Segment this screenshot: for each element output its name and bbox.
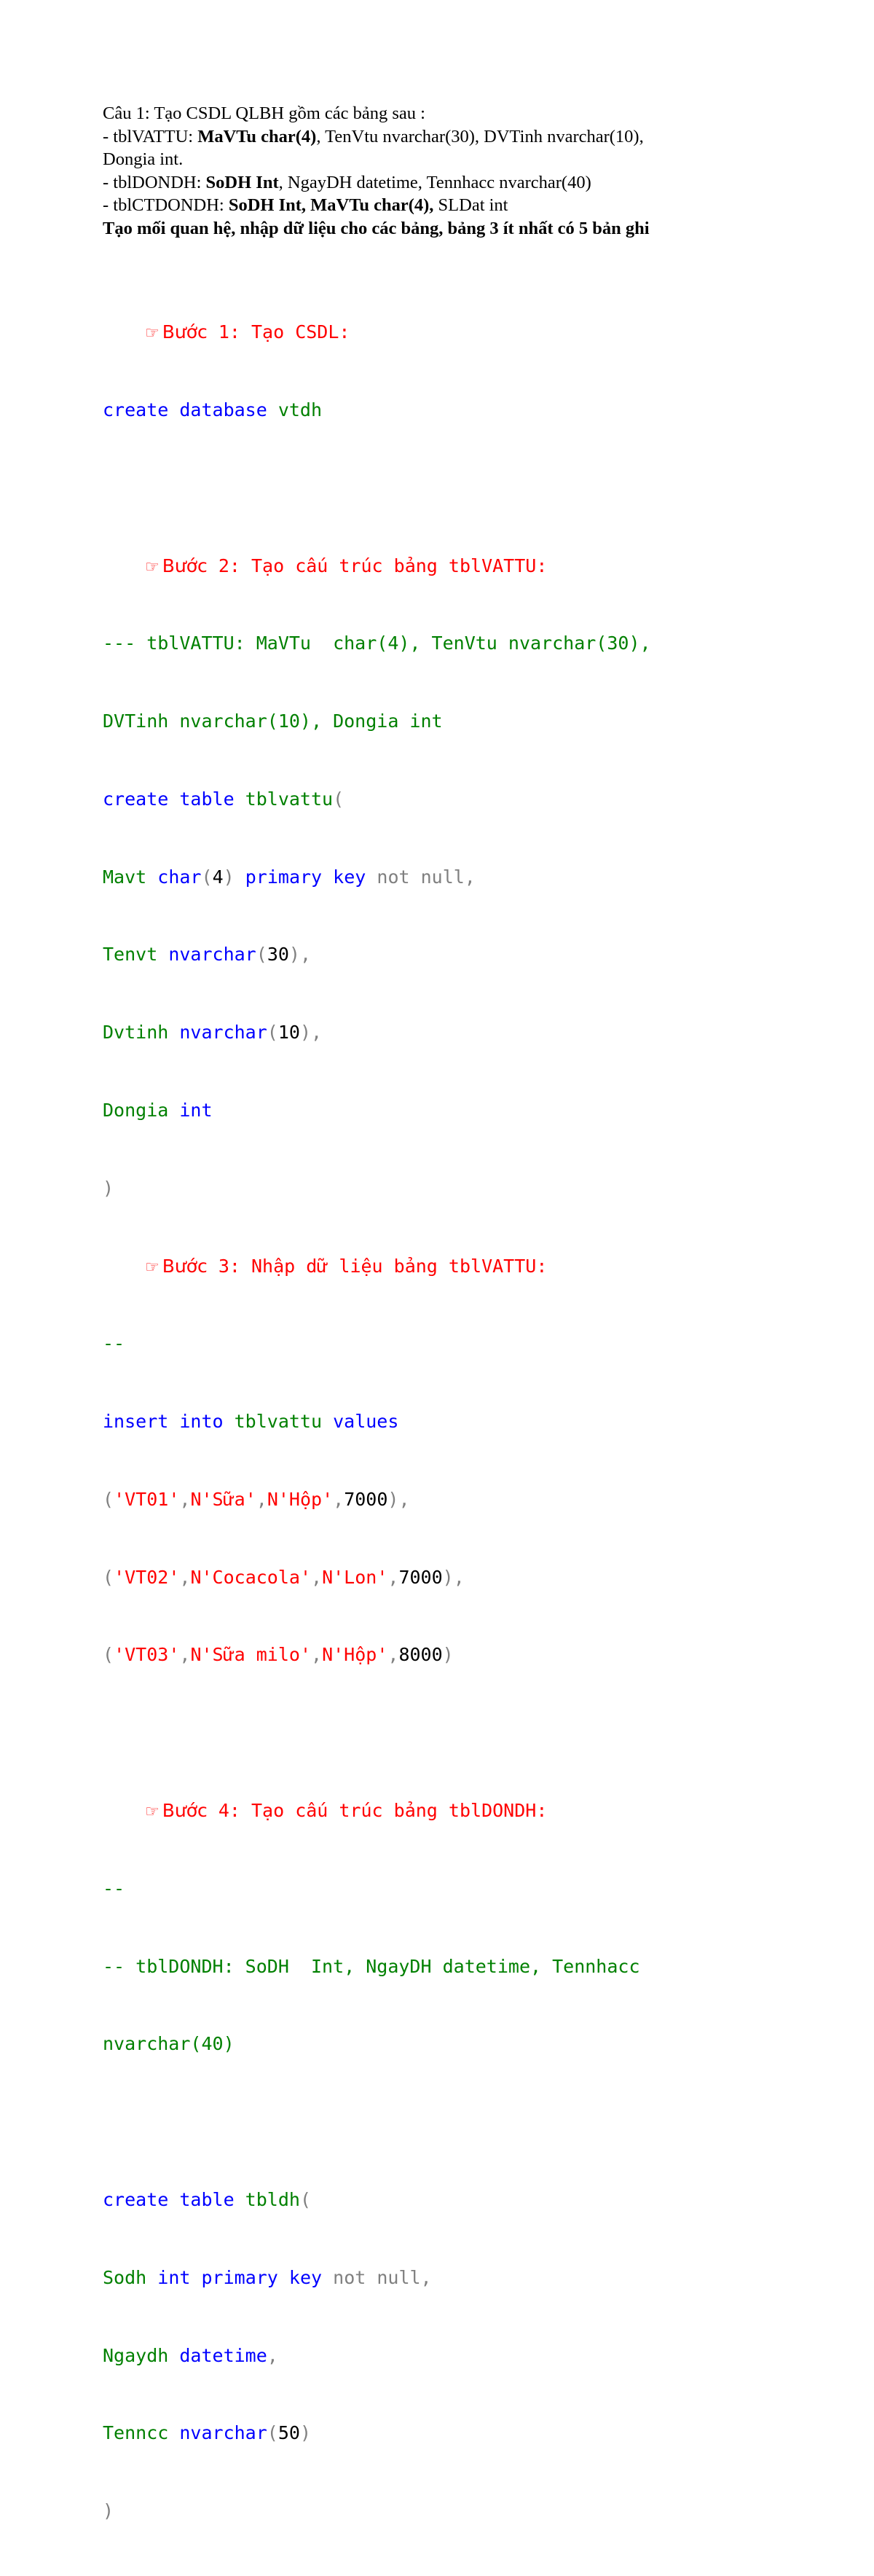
hand-pointing-icon: ☞ [145, 324, 160, 343]
code-comment: -- [103, 1333, 125, 1355]
step-1-heading: ☞ Bước 1: Tạo CSDL: [103, 319, 831, 345]
code-line: ) [103, 1177, 114, 1199]
step-4-heading: ☞ Bước 4: Tạo cấu trúc bảng tblDONDH: [103, 1798, 831, 1824]
insert-row: ('VT03',N'Sữa milo',N'Hộp',8000) [103, 1644, 454, 1666]
code-line: Ngaydh datetime, [103, 2344, 278, 2366]
code-line: Dongia int [103, 1100, 213, 1121]
blank-line [103, 475, 831, 501]
table-spec-vattu-cont: Dongia int. [103, 149, 184, 169]
code-line: create table tbldh( [103, 2188, 311, 2210]
table-spec-ctdondh: - tblCTDONDH: SoDH Int, MaVTu char(4), SLDat int [103, 195, 508, 215]
insert-row: ('VT01',N'Sữa',N'Hộp',7000), [103, 1488, 410, 1510]
code-line: Dvtinh nvarchar(10), [103, 1022, 323, 1044]
hand-pointing-icon: ☞ [145, 1803, 160, 1822]
exercise-statement [103, 102, 802, 240]
code-line: create table tblvattu( [103, 788, 345, 810]
code-comment: nvarchar(40) [103, 2033, 235, 2055]
code-line: create database vtdh [103, 399, 323, 420]
blank-line [103, 1720, 831, 1746]
code-line: insert into tblvattu values [103, 1411, 399, 1433]
table-spec-dondh: - tblDONDH: SoDH Int, NgayDH datetime, Tennhacc nvarchar(40) [103, 172, 591, 192]
hand-pointing-icon: ☞ [145, 1258, 160, 1277]
step-3-heading: ☞ Bước 3: Nhập dữ liệu bảng tblVATTU: [103, 1253, 831, 1280]
sql-code-block [103, 267, 831, 2576]
blank-line [103, 2109, 831, 2135]
code-line: Sodh int primary key not null, [103, 2266, 432, 2288]
hand-pointing-icon: ☞ [145, 557, 160, 576]
table-spec-vattu: - tblVATTU: MaVTu char(4), TenVtu nvarchar(30), DVTinh nvarchar(10), [103, 126, 644, 146]
code-comment: -- tblDONDH: SoDH Int, NgayDH datetime, Tennhacc [103, 1955, 640, 1977]
code-line: ) [103, 2500, 114, 2522]
code-line: Tenncc nvarchar(50) [103, 2422, 312, 2444]
code-comment: -- [103, 1877, 125, 1899]
requirement-line: Tạo mối quan hệ, nhập dữ liệu cho các bảng, bảng 3 ít nhất có 5 bản ghi [103, 218, 650, 238]
question-title: Câu 1: Tạo CSDL QLBH gồm các bảng sau : [103, 103, 425, 123]
code-line: Tenvt nvarchar(30), [103, 944, 312, 966]
code-line: Mavt char(4) primary key not null, [103, 866, 476, 888]
code-comment: --- tblVATTU: MaVTu char(4), TenVtu nvarchar(30), [103, 633, 651, 654]
code-comment: DVTinh nvarchar(10), Dongia int [103, 710, 443, 732]
step-2-heading: ☞ Bước 2: Tạo cấu trúc bảng tblVATTU: [103, 553, 831, 579]
insert-row: ('VT02',N'Cocacola',N'Lon',7000), [103, 1566, 465, 1588]
